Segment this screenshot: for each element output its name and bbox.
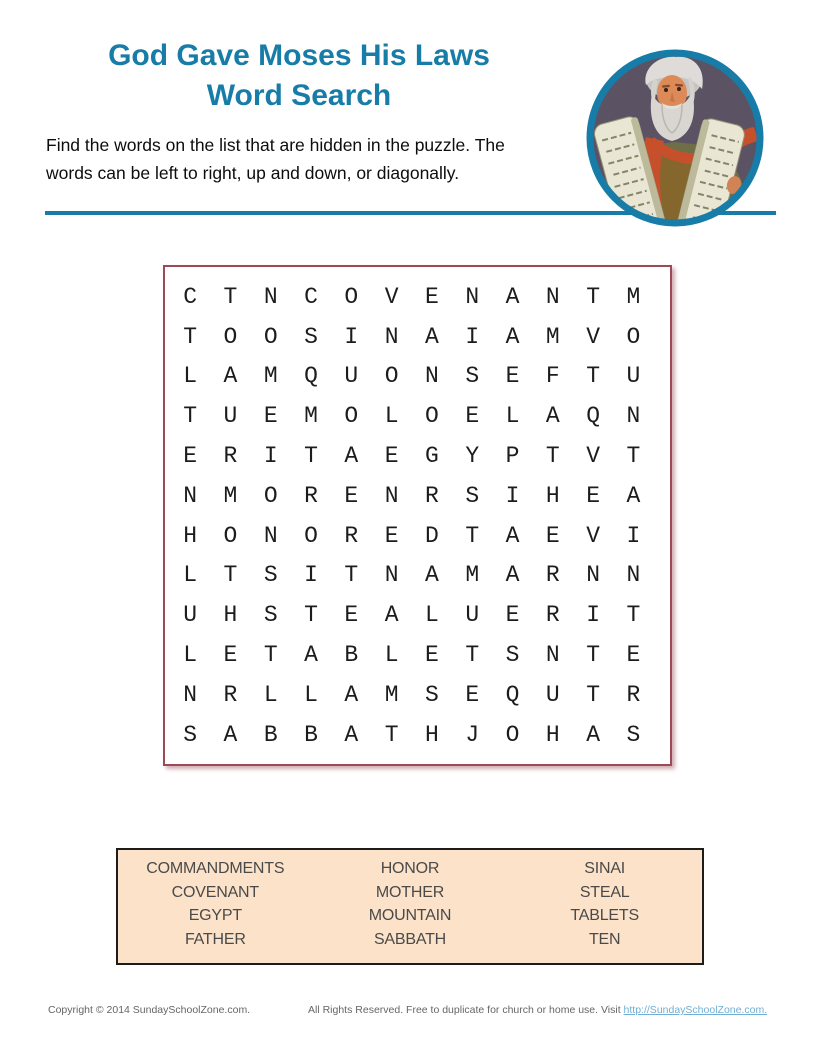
word-list-item: STEAL [579,883,630,901]
grid-letter: S [465,363,480,390]
grid-letter: A [425,562,439,589]
grid-letter: N [183,482,198,509]
grid-letter: M [545,323,560,350]
grid-letter: Q [505,681,520,708]
grid-letter: U [465,602,480,629]
grid-letter: E [183,443,198,470]
word-list-item: COVENANT [171,883,259,901]
page-title-line2: Word Search [206,79,392,112]
grid-letter: E [425,283,439,310]
grid-letter: L [505,403,520,430]
grid-letter: N [384,562,399,589]
grid-letter: O [425,403,439,430]
grid-letter: V [384,283,399,310]
word-search-grid [163,265,672,766]
grid-letter: M [626,283,641,310]
grid-letter: S [263,562,278,589]
grid-letter: I [344,323,359,350]
grid-letter: R [344,522,359,549]
moses-with-tablets-icon [582,45,768,231]
grid-letter: A [223,363,238,390]
grid-letter: R [626,681,641,708]
word-search-grid-cells [165,267,670,755]
page-title [45,36,553,116]
grid-letter: R [545,562,560,589]
grid-letter: V [586,323,601,350]
grid-letter: S [304,323,318,350]
grid-letter: D [425,522,439,549]
rights-text-label: All Rights Reserved. Free to duplicate for church or home use. Visit [308,1004,624,1016]
grid-letter: R [223,681,238,708]
grid-letter: T [344,562,359,589]
grid-letter: T [183,403,198,430]
grid-letter: O [263,323,278,350]
grid-letter: Y [465,443,480,470]
grid-letter: N [545,642,560,669]
grid-letter: A [344,443,359,470]
grid-letter: N [384,323,399,350]
grid-letter: L [425,602,439,629]
grid-letter: N [263,283,278,310]
grid-letter: H [545,721,560,748]
grid-letter: Q [304,363,318,390]
grid-letter: E [263,403,278,430]
grid-letter: J [465,721,480,748]
grid-letter: I [626,522,641,549]
word-list-item: FATHER [184,930,246,948]
grid-letter: L [384,642,399,669]
grid-letter: B [344,642,359,669]
grid-letter: S [465,482,480,509]
grid-letter: M [304,403,318,430]
grid-letter: T [263,642,278,669]
grid-letter: T [223,283,238,310]
grid-letter: N [425,363,439,390]
grid-letter: B [304,721,318,748]
word-list-item: MOTHER [375,883,445,901]
grid-letter: N [586,562,601,589]
grid-letter: M [465,562,480,589]
grid-letter: H [425,721,439,748]
grid-letter: T [183,323,198,350]
word-list-item: SINAI [584,860,626,877]
grid-letter: E [384,522,399,549]
grid-letter: T [586,642,601,669]
grid-letter: N [384,482,399,509]
grid-letter: A [344,721,359,748]
grid-letter: S [505,642,520,669]
grid-letter: A [505,522,520,549]
grid-letter: T [304,602,318,629]
grid-letter: L [183,642,198,669]
grid-letter: R [545,602,560,629]
grid-letter: O [304,522,318,549]
word-list-item: EGYPT [188,907,242,925]
grid-letter: T [626,443,641,470]
grid-letter: M [223,482,238,509]
grid-letter: U [223,403,238,430]
word-list-item: COMMANDMENTS [146,860,285,877]
grid-letter: E [223,642,238,669]
grid-letter: C [304,283,318,310]
grid-letter: R [425,482,439,509]
grid-letter: F [545,363,560,390]
grid-letter: Q [586,403,601,430]
grid-letter: R [223,443,238,470]
grid-letter: V [586,522,601,549]
rights-text [308,1004,767,1016]
grid-letter: A [425,323,439,350]
grid-letter: B [263,721,278,748]
grid-letter: L [304,681,318,708]
grid-letter: T [304,443,318,470]
grid-letter: N [263,522,278,549]
grid-letter: O [626,323,641,350]
grid-letter: E [344,602,359,629]
moses-figure [582,45,768,231]
copyright-text: Copyright © 2014 SundaySchoolZone.com. [48,1004,251,1016]
word-list-item: TABLETS [570,907,639,925]
grid-letter: O [344,403,359,430]
grid-letter: A [586,721,601,748]
grid-letter: O [505,721,520,748]
grid-letter: P [505,443,520,470]
grid-letter: L [183,363,198,390]
grid-letter: N [545,283,560,310]
grid-letter: O [223,522,238,549]
word-list-item: TEN [588,930,621,948]
grid-letter: I [586,602,601,629]
grid-letter: A [304,642,318,669]
grid-letter: A [223,721,238,748]
word-list-item: HONOR [380,860,440,877]
grid-letter: E [505,363,520,390]
grid-letter: U [545,681,560,708]
grid-letter: T [626,602,641,629]
word-list-item: SABBATH [373,930,447,948]
page-title-line1: God Gave Moses His Laws [108,39,490,72]
grid-letter: N [626,562,641,589]
grid-letter: E [545,522,560,549]
grid-letter: E [465,681,480,708]
grid-letter: O [223,323,238,350]
grid-letter: U [344,363,359,390]
grid-letter: L [263,681,278,708]
grid-letter: S [263,602,278,629]
grid-letter: E [384,443,399,470]
grid-letter: T [545,443,560,470]
grid-letter: E [586,482,601,509]
grid-letter: T [384,721,399,748]
grid-letter: A [626,482,641,509]
grid-letter: E [505,602,520,629]
grid-letter: I [304,562,318,589]
grid-letter: N [465,283,480,310]
grid-letter: S [626,721,641,748]
grid-letter: A [505,562,520,589]
grid-letter: N [183,681,198,708]
grid-letter: U [183,602,198,629]
grid-letter: H [183,522,198,549]
grid-letter: S [425,681,439,708]
grid-letter: T [586,681,601,708]
grid-letter: O [384,363,399,390]
instructions-line1: Find the words on the list that are hidden in the puzzle. The [46,135,505,155]
grid-letter: N [626,403,641,430]
grid-letter: M [263,363,278,390]
grid-letter: I [263,443,278,470]
grid-letter: A [545,403,560,430]
grid-letter: T [465,642,480,669]
grid-letter: E [465,403,480,430]
grid-letter: O [263,482,278,509]
grid-letter: E [425,642,439,669]
grid-letter: S [183,721,198,748]
instructions-line2: words can be left to right, up and down, or diagonally. [46,162,460,183]
grid-letter: T [586,283,601,310]
grid-letter: U [626,363,641,390]
grid-letter: T [465,522,480,549]
grid-letter: E [344,482,359,509]
grid-letter: O [344,283,359,310]
grid-letter: H [545,482,560,509]
grid-letter: A [384,602,399,629]
grid-letter: T [586,363,601,390]
word-list [116,848,704,965]
instructions-text [46,132,505,187]
word-list-grid [118,850,702,951]
grid-letter: L [384,403,399,430]
grid-letter: E [626,642,641,669]
grid-letter: T [223,562,238,589]
grid-letter: G [425,443,439,470]
grid-letter: A [344,681,359,708]
grid-letter: A [505,283,520,310]
grid-letter: L [183,562,198,589]
grid-letter: C [183,283,198,310]
word-list-item: MOUNTAIN [368,907,452,925]
grid-letter: M [384,681,399,708]
website-link[interactable]: http://SundaySchoolZone.com. [623,1004,768,1016]
grid-letter: I [505,482,520,509]
grid-letter: I [465,323,480,350]
grid-letter: R [304,482,318,509]
grid-letter: V [586,443,601,470]
grid-letter: A [505,323,520,350]
grid-letter: H [223,602,238,629]
